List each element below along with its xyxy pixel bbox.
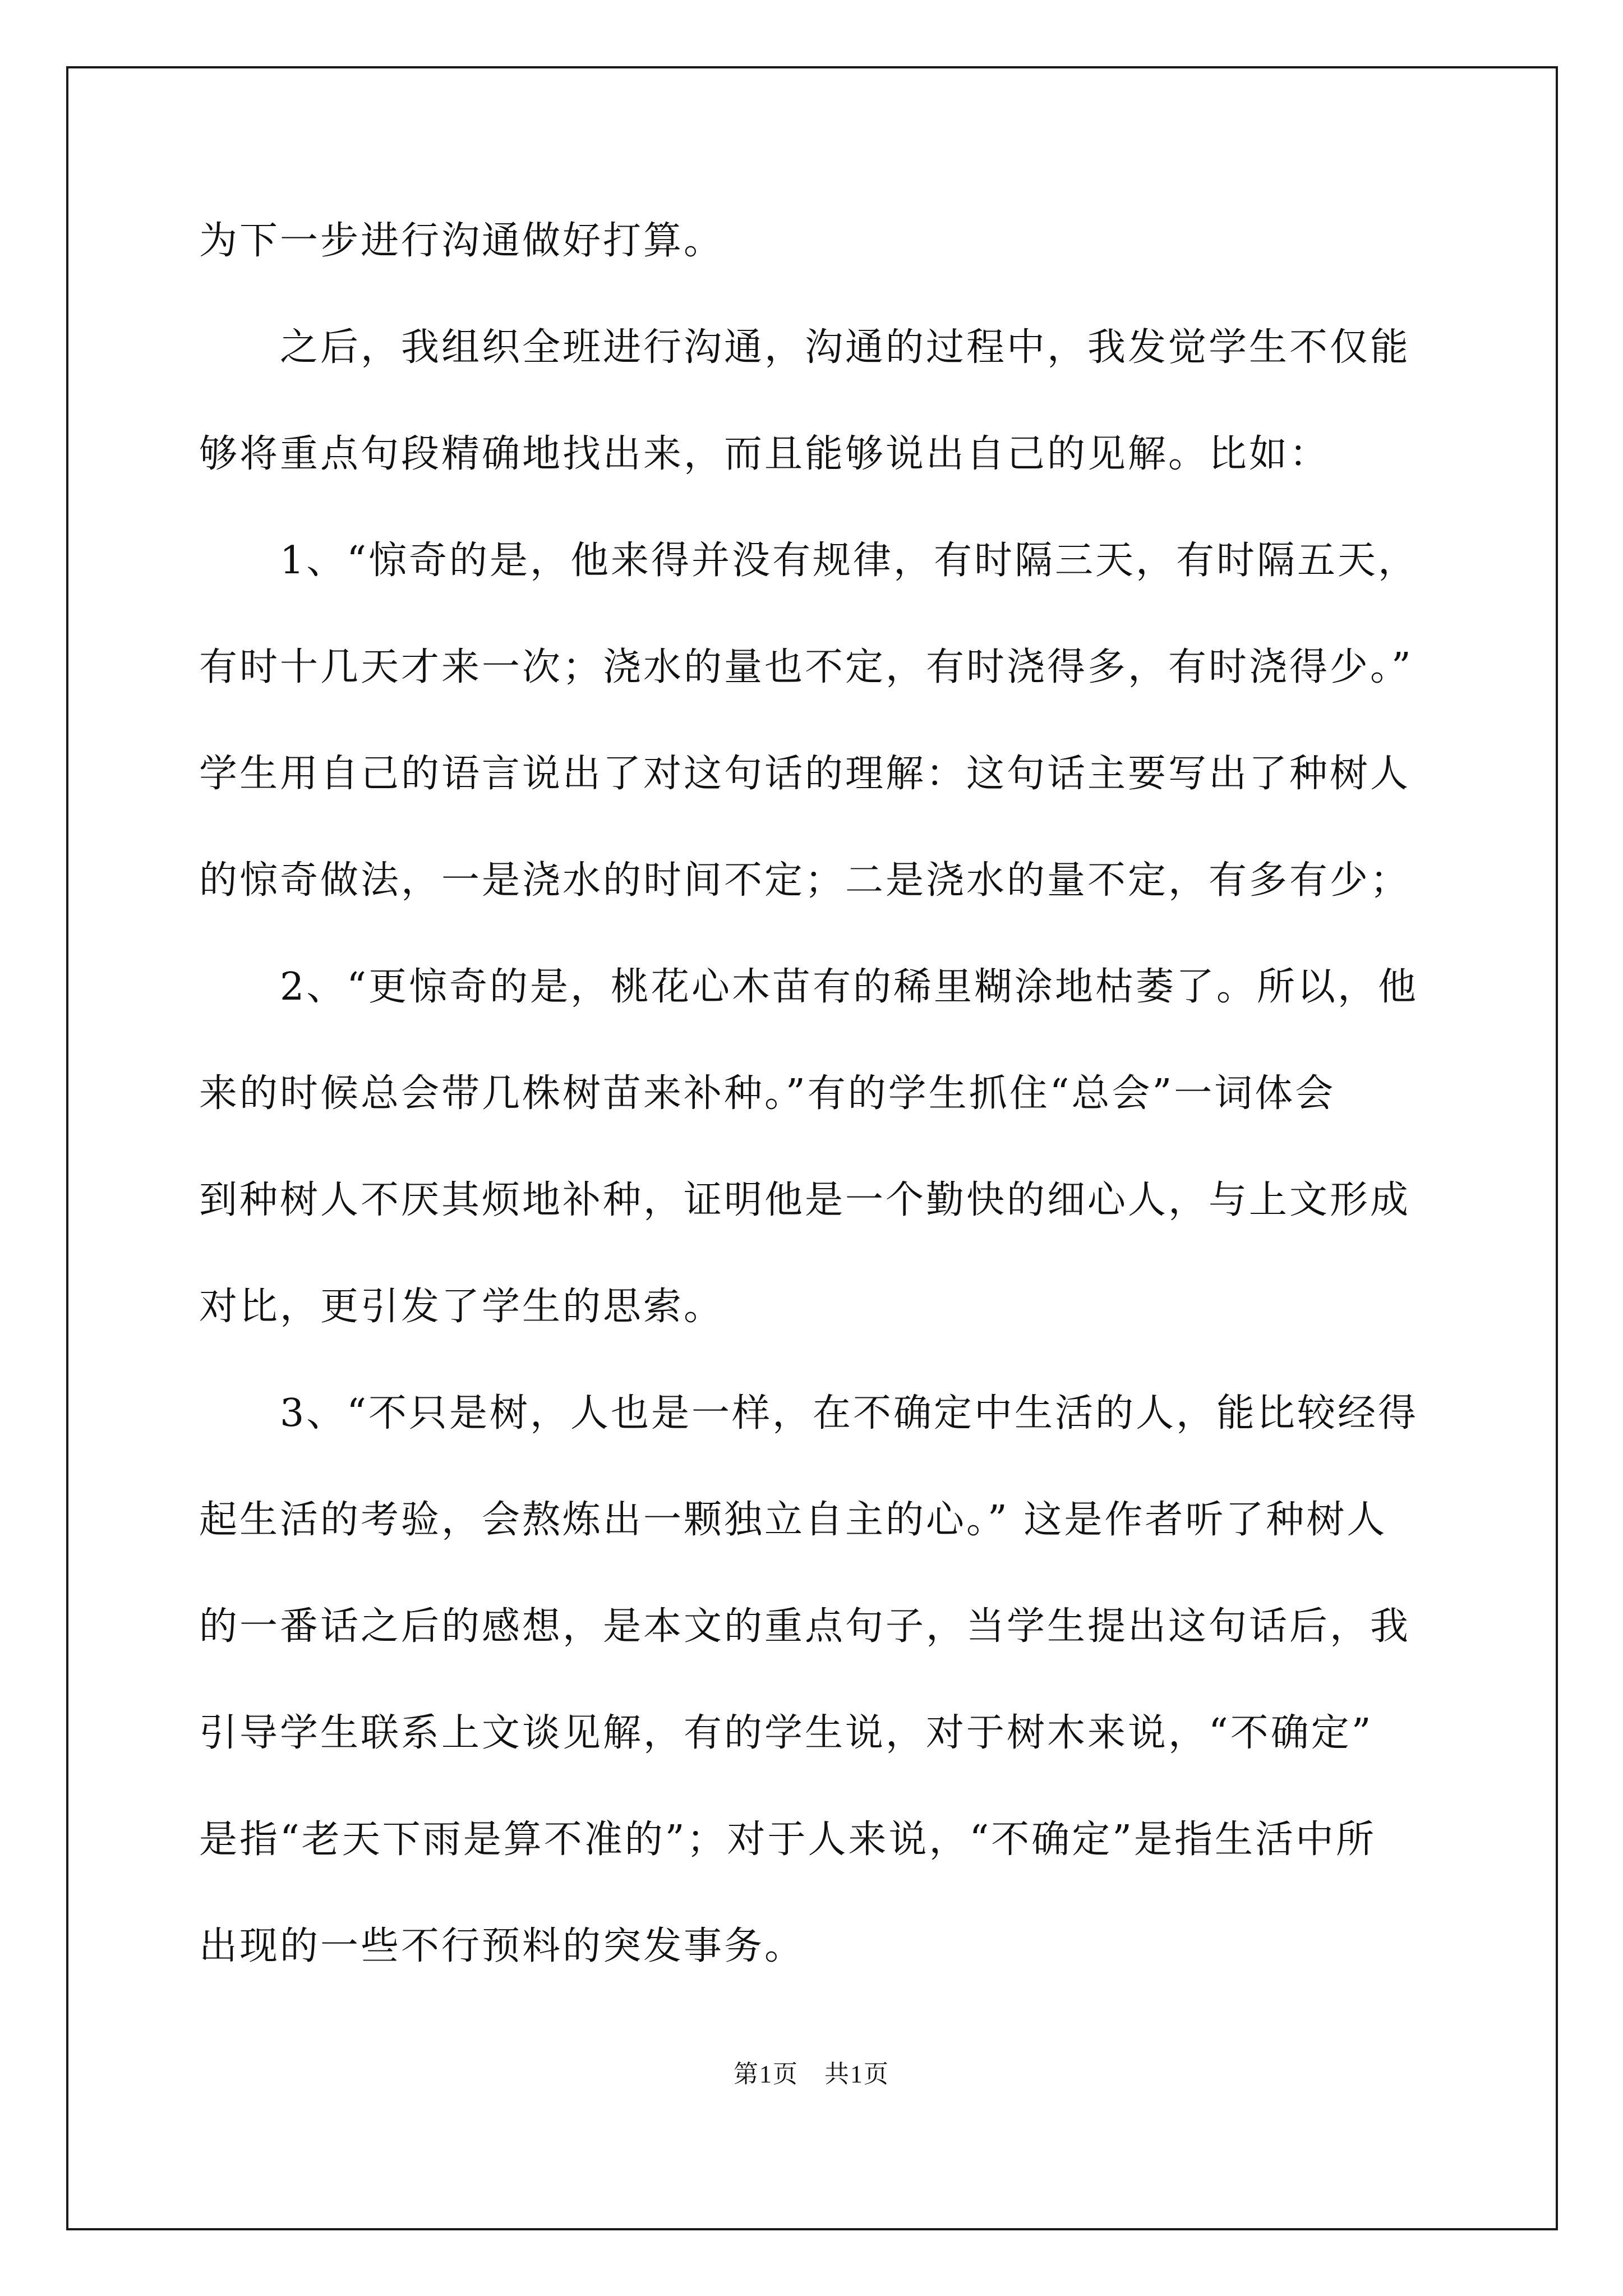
text-line: 的一番话之后的感想，是本文的重点句子，当学生提出这句话后，我 <box>199 1604 1411 1649</box>
text-line: 之后，我组织全班进行沟通，沟通的过程中，我发觉学生不仅能 <box>199 325 1411 370</box>
text-line: 有时十几天才来一次；浇水的量也不定，有时浇得多，有时浇得少。” <box>199 645 1413 689</box>
text-line: 学生用自己的语言说出了对这句话的理解：这句话主要写出了种树人 <box>199 752 1411 796</box>
text-line: 1、“惊奇的是，他来得并没有规律，有时隔三天，有时隔五天， <box>199 539 1419 583</box>
text-line: 引导学生联系上文谈见解，有的学生说，对于树木来说，“不确定” <box>199 1711 1373 1755</box>
text-line: 对比，更引发了学生的思索。 <box>199 1285 725 1329</box>
text-line: 是指“老天下雨是算不准的”；对于人来说，“不确定”是指生活中所 <box>199 1818 1377 1862</box>
text-line: 为下一步进行沟通做好打算。 <box>199 219 725 263</box>
text-line: 来的时候总会带几株树苗来补种。”有的学生抓住“总会”一词体会 <box>199 1071 1336 1116</box>
text-line: 到种树人不厌其烦地补种，证明他是一个勤快的细心人，与上文形成 <box>199 1178 1411 1222</box>
text-line: 的惊奇做法，一是浇水的时间不定；二是浇水的量不定，有多有少； <box>199 858 1411 903</box>
text-line: 起生活的考验，会熬炼出一颗独立自主的心。” 这是作者听了种树人 <box>199 1498 1387 1542</box>
page-number-footer: 第1页 共1页 <box>734 2060 889 2088</box>
text-line: 够将重点句段精确地找出来，而且能够说出自己的见解。比如： <box>199 432 1330 476</box>
text-line: 3、“不只是树，人也是一样，在不确定中生活的人，能比较经得 <box>199 1391 1419 1435</box>
text-line: 2、“更惊奇的是，桃花心木苗有的稀里糊涂地枯萎了。所以，他 <box>199 965 1419 1009</box>
page-border <box>66 66 1558 2230</box>
text-line: 出现的一些不行预料的突发事务。 <box>199 1924 805 1968</box>
